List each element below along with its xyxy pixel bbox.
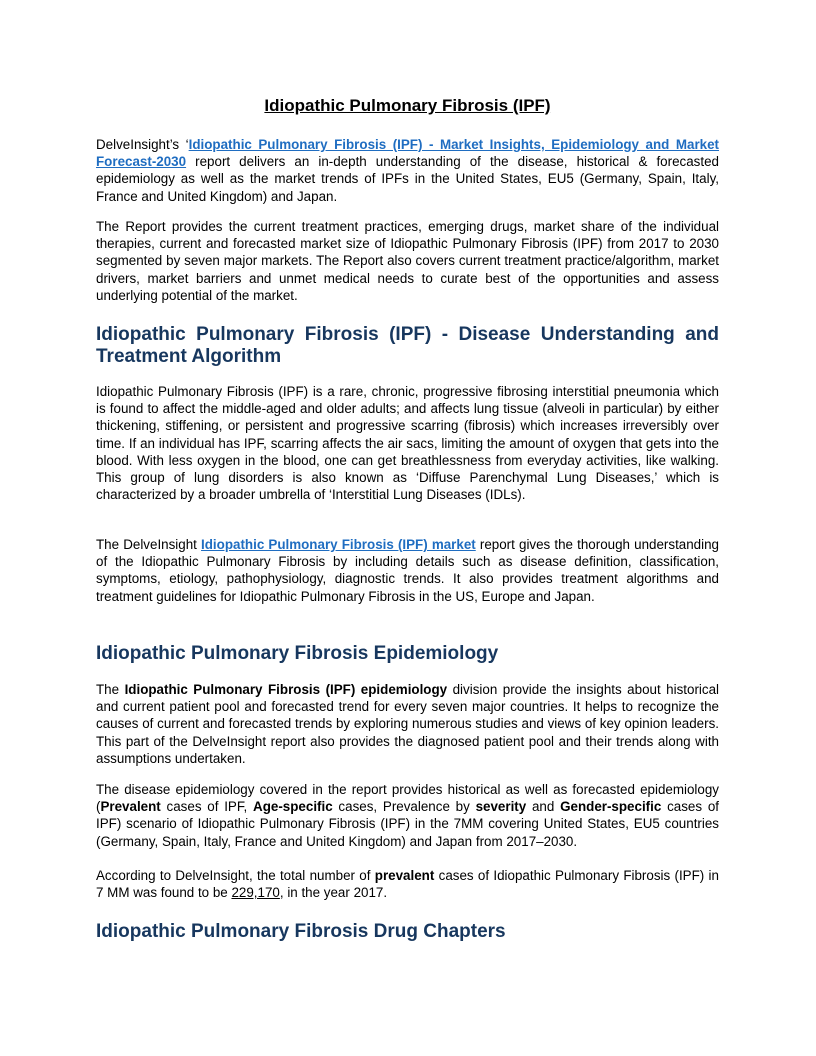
report-paragraph: The Report provides the current treatment practices, emerging drugs, market share of the individual therapies, current and forecasted market size of Idiopathic Pulmonary Fibrosis (IPF) from 2017 to 2030 segmented by seven major markets. The Report also covers current treatment practice/algorithm, market drivers, market barriers and unmet medical needs to curate best of the opportunities and assess underlying potential of the market.	[96, 219, 719, 303]
coverage-text-1: The disease epidemiology covered in the report provides historical as well as forecasted epidemiology (	[96, 782, 719, 815]
prevalence-number: 229,170	[231, 885, 280, 901]
disease-understanding-heading: Idiopathic Pulmonary Fibrosis (IPF) - Disease Understanding and Treatment Algorithm	[96, 324, 719, 367]
prevalence-text-2: cases of Idiopathic Pulmonary Fibrosis (IPF) in 7 MM was found to be	[96, 868, 719, 901]
epidemiology-heading: Idiopathic Pulmonary Fibrosis Epidemiology	[96, 643, 499, 664]
drug-chapters-heading: Idiopathic Pulmonary Fibrosis Drug Chapters	[96, 921, 506, 942]
coverage-text-4: and	[526, 799, 561, 815]
prevalence-text-3: , in the year 2017.	[279, 885, 388, 901]
page-title: Idiopathic Pulmonary Fibrosis (IPF)	[264, 96, 551, 115]
epidemiology-paragraph	[96, 681, 719, 767]
intro-paragraph	[96, 136, 719, 205]
gender-specific-bold: Gender-specific	[560, 799, 662, 815]
market-report-paragraph	[96, 536, 719, 605]
market-suffix: report gives the thorough understanding of the Idiopathic Pulmonary Fibrosis by including details such as disease definition, classification, symptoms, etiology, pathophysiology, diagnostic trends. It also provides treatment algorithms and treatment guidelines for Idiopathic Pulmonary Fibrosis in the US, Europe and Japan.	[96, 537, 719, 604]
report-title-link[interactable]: Idiopathic Pulmonary Fibrosis (IPF) - Market Insights, Epidemiology and Market Forecast-2030	[96, 137, 720, 170]
severity-bold: severity	[475, 799, 527, 815]
epi-bold: Idiopathic Pulmonary Fibrosis (IPF) epidemiology	[124, 682, 448, 697]
intro-prefix: DelveInsight’s ‘	[96, 137, 189, 152]
disease-description-paragraph: Idiopathic Pulmonary Fibrosis (IPF) is a rare, chronic, progressive fibrosing interstitial pneumonia which is found to affect the middle-aged and older adults; and affects lung tissue (alveoli in particular) by either thickening, stiffening, or persistent and progressive scarring (fibrosis) which increases irreversibly over time. If an individual has IPF, scarring affects the air sacs, limiting the amount of oxygen that gets into the blood. With less oxygen in the blood, one can get breathlessness from everyday activities, like walking. This group of lung disorders is also known as ‘Diffuse Parenchymal Lung Diseases,’ which is characterized by a broader umbrella of ‘Interstitial Lung Diseases (IDLs).	[96, 384, 719, 503]
age-specific-bold: Age-specific	[253, 799, 333, 815]
prevalence-text-1: According to DelveInsight, the total number of	[96, 868, 375, 883]
epi-prefix: The	[96, 682, 125, 697]
ipf-market-link[interactable]: Idiopathic Pulmonary Fibrosis (IPF) market	[201, 537, 476, 552]
prevalent-bold-2: prevalent	[374, 868, 435, 883]
prevalence-paragraph	[96, 867, 719, 901]
epidemiology-coverage-paragraph	[96, 781, 719, 850]
market-prefix: The DelveInsight	[96, 537, 202, 552]
intro-suffix: report delivers an in-depth understanding of the disease, historical & forecasted epidemiology as well as the market trends of IPFs in the United States, EU5 (Germany, Spain, Italy, France and United Kingdom) and Japan.	[96, 154, 719, 204]
coverage-text-2: cases of IPF,	[160, 799, 254, 815]
coverage-text-3: cases, Prevalence by	[332, 799, 476, 815]
prevalent-bold: Prevalent	[100, 799, 161, 815]
epi-suffix: division provide the insights about historical and current patient pool and forecasted trend for every seven major countries. It helps to recognize the causes of current and forecasted trends by exploring numerous studies and views of key opinion leaders. This part of the DelveInsight report also provides the diagnosed patient pool and their trends along with assumptions undertaken.	[96, 682, 720, 766]
coverage-text-5: cases of IPF) scenario of Idiopathic Pulmonary Fibrosis (IPF) in the 7MM covering United States, EU5 countries (Germany, Spain, Italy, France and United Kingdom) and Japan from 2017–2030.	[96, 799, 719, 849]
